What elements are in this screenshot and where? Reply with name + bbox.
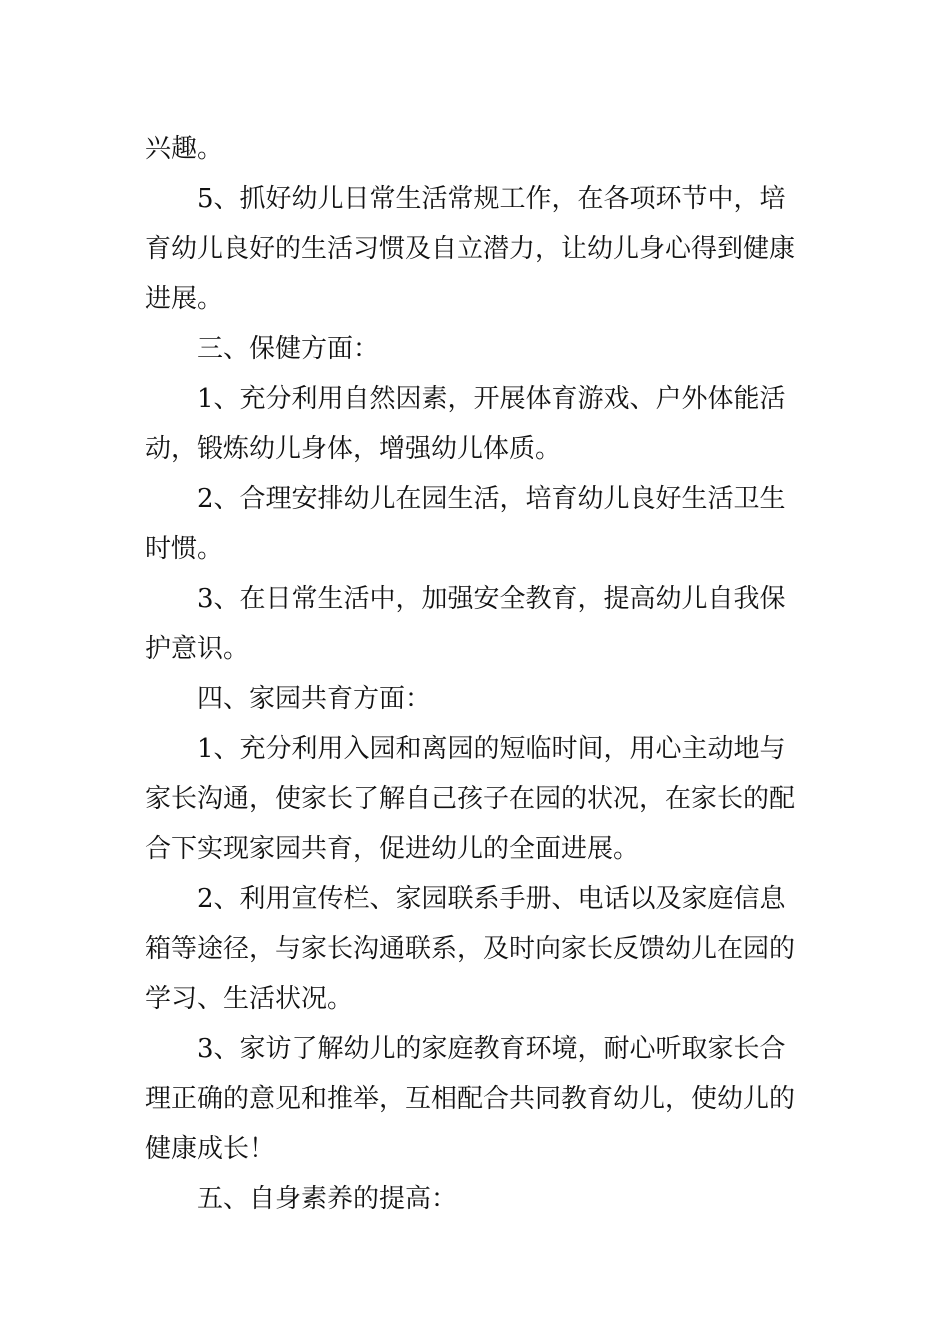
paragraph-continuation: 兴趣。 [145, 134, 224, 164]
paragraph-health-3: 3、在日常生活中，加强安全教育，提高幼儿自我保护意识。 [145, 584, 786, 664]
paragraph-home-school-3: 3、家访了解幼儿的家庭教育环境，耐心听取家长合理正确的意见和推举，互相配合共同教育幼儿，使幼儿的健康成长！ [145, 1034, 796, 1164]
paragraph-home-school-2: 2、利用宣传栏、家园联系手册、电话以及家庭信息箱等途径，与家长沟通联系，及时向家长反馈幼儿在园的学习、生活状况。 [145, 884, 796, 1014]
paragraph-home-school-1: 1、充分利用入园和离园的短临时间，用心主动地与家长沟通，使家长了解自己孩子在园的状况，在家长的配合下实现家园共育，促进幼儿的全面进展。 [145, 734, 796, 864]
document-body [145, 124, 810, 1224]
paragraph-health-1: 1、充分利用自然因素，开展体育游戏、户外体能活动，锻炼幼儿身体，增强幼儿体质。 [145, 384, 786, 464]
paragraph-health-2: 2、合理安排幼儿在园生活，培育幼儿良好生活卫生时惯。 [145, 484, 786, 564]
section-heading-self-improvement: 五、自身素养的提高： [197, 1184, 458, 1214]
paragraph-item-5: 5、抓好幼儿日常生活常规工作，在各项环节中，培育幼儿良好的生活习惯及自立潜力，让幼儿身心得到健康进展。 [145, 184, 796, 314]
section-heading-health: 三、保健方面： [197, 334, 380, 364]
section-heading-home-school: 四、家园共育方面： [197, 684, 432, 714]
